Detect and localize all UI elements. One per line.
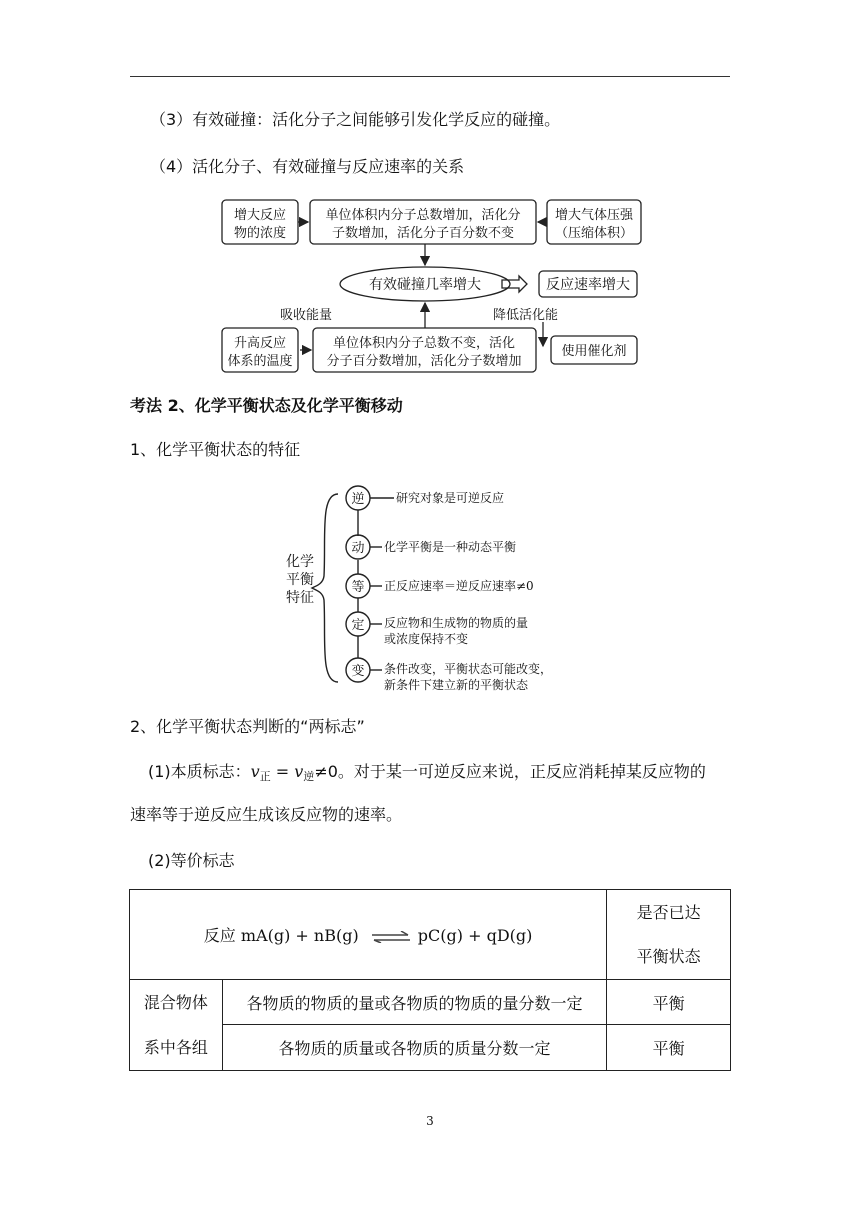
- svg-text:正反应速率＝逆反应速率≠0: 正反应速率＝逆反应速率≠0: [384, 579, 534, 593]
- svg-text:使用催化剂: 使用催化剂: [561, 344, 627, 359]
- condition-cell: 各物质的物质的量或各物质的物质的量分数一定: [222, 980, 606, 1025]
- section-title: 考法 2、化学平衡状态及化学平衡移动: [130, 396, 403, 415]
- reaction-right: pC(g) + qD(g): [417, 926, 533, 945]
- equals-sign: =: [270, 762, 295, 781]
- svg-text:降低活化能: 降低活化能: [493, 308, 559, 323]
- reaction-prefix: 反应: [203, 926, 241, 945]
- svg-text:反应速率增大: 反应速率增大: [546, 277, 630, 293]
- condition-cell: 各物质的质量或各物质的质量分数一定: [222, 1025, 606, 1071]
- paragraph-essential-sign-line2: 速率等于逆反应生成该反应物的速率。: [130, 805, 403, 824]
- left-brace: [312, 494, 338, 682]
- paragraph-equivalent-sign: (2)等价标志: [148, 851, 235, 870]
- svg-text:平衡: 平衡: [286, 572, 314, 588]
- group-label-line-1: 混合物体: [143, 993, 208, 1012]
- svg-text:增大反应: 增大反应: [233, 208, 287, 223]
- svg-text:反应物和生成物的物质的量: 反应物和生成物的物质的量: [384, 616, 529, 630]
- collision-rate-diagram: [205, 192, 655, 378]
- table-row: [130, 980, 731, 1025]
- header-equilibrium-cell: [607, 890, 731, 980]
- header-rule: [130, 76, 730, 77]
- velocity-reverse: v: [294, 762, 304, 781]
- paragraph-relationship: （4）活化分子、有效碰撞与反应速率的关系: [150, 157, 465, 176]
- svg-text:逆: 逆: [351, 492, 365, 507]
- svg-text:新条件下建立新的平衡状态: 新条件下建立新的平衡状态: [384, 678, 529, 692]
- svg-text:增大气体压强: 增大气体压强: [554, 208, 634, 223]
- equilibrium-table: [129, 889, 731, 1071]
- reversible-arrow-icon: [370, 931, 412, 943]
- svg-text:升高反应: 升高反应: [233, 336, 287, 351]
- velocity-reverse-sub: 逆: [303, 770, 315, 783]
- svg-text:单位体积内分子总数不变，活化: 单位体积内分子总数不变，活化: [332, 336, 516, 351]
- svg-text:（压缩体积）: （压缩体积）: [554, 226, 634, 241]
- result-cell: 平衡: [607, 980, 731, 1025]
- paragraph-essential-sign: [148, 760, 706, 789]
- svg-text:单位体积内分子总数增加，活化分: 单位体积内分子总数增加，活化分: [325, 208, 521, 223]
- paragraph-effective-collision: （3）有效碰撞：活化分子之间能够引发化学反应的碰撞。: [150, 110, 561, 129]
- item-1-heading: 1、化学平衡状态的特征: [130, 440, 301, 459]
- svg-text:定: 定: [351, 618, 365, 633]
- svg-text:研究对象是可逆反应: 研究对象是可逆反应: [396, 491, 505, 505]
- svg-text:特征: 特征: [286, 590, 314, 606]
- svg-text:体系的温度: 体系的温度: [227, 354, 293, 369]
- essential-rest: ≠0。对于某一可逆反应来说，正反应消耗掉某反应物的: [314, 762, 706, 781]
- svg-text:化学平衡是一种动态平衡: 化学平衡是一种动态平衡: [384, 540, 517, 554]
- reaction-left: mA(g) + nB(g): [240, 926, 359, 945]
- essential-prefix: (1)本质标志：: [148, 762, 251, 781]
- page-number: 3: [426, 1114, 434, 1128]
- velocity-forward: v: [250, 762, 260, 781]
- item-2-heading: 2、化学平衡状态判断的“两标志”: [130, 717, 365, 736]
- svg-text:变: 变: [351, 664, 365, 679]
- svg-text:子数增加，活化分子百分数不变: 子数增加，活化分子百分数不变: [331, 226, 515, 241]
- svg-text:化学: 化学: [286, 554, 314, 570]
- group-label-cell: [130, 980, 223, 1071]
- svg-text:吸收能量: 吸收能量: [280, 308, 333, 323]
- table-header-row: [130, 890, 731, 980]
- svg-text:或浓度保持不变: 或浓度保持不变: [384, 632, 469, 646]
- svg-text:动: 动: [351, 541, 365, 556]
- svg-text:条件改变，平衡状态可能改变，: 条件改变，平衡状态可能改变，: [384, 662, 553, 676]
- svg-text:分子百分数增加，活化分子数增加: 分子百分数增加，活化分子数增加: [326, 354, 522, 369]
- group-label-line-2: 系中各组: [143, 1038, 208, 1057]
- svg-text:有效碰撞几率增大: 有效碰撞几率增大: [369, 277, 481, 293]
- header-line-2: 平衡状态: [636, 946, 701, 966]
- equilibrium-features-diagram: [280, 480, 590, 696]
- svg-text:物的浓度: 物的浓度: [233, 226, 287, 241]
- svg-text:等: 等: [351, 580, 365, 595]
- velocity-forward-sub: 正: [259, 770, 271, 783]
- result-cell: 平衡: [607, 1025, 731, 1071]
- reaction-cell: [130, 890, 607, 980]
- header-line-1: 是否已达: [636, 902, 701, 922]
